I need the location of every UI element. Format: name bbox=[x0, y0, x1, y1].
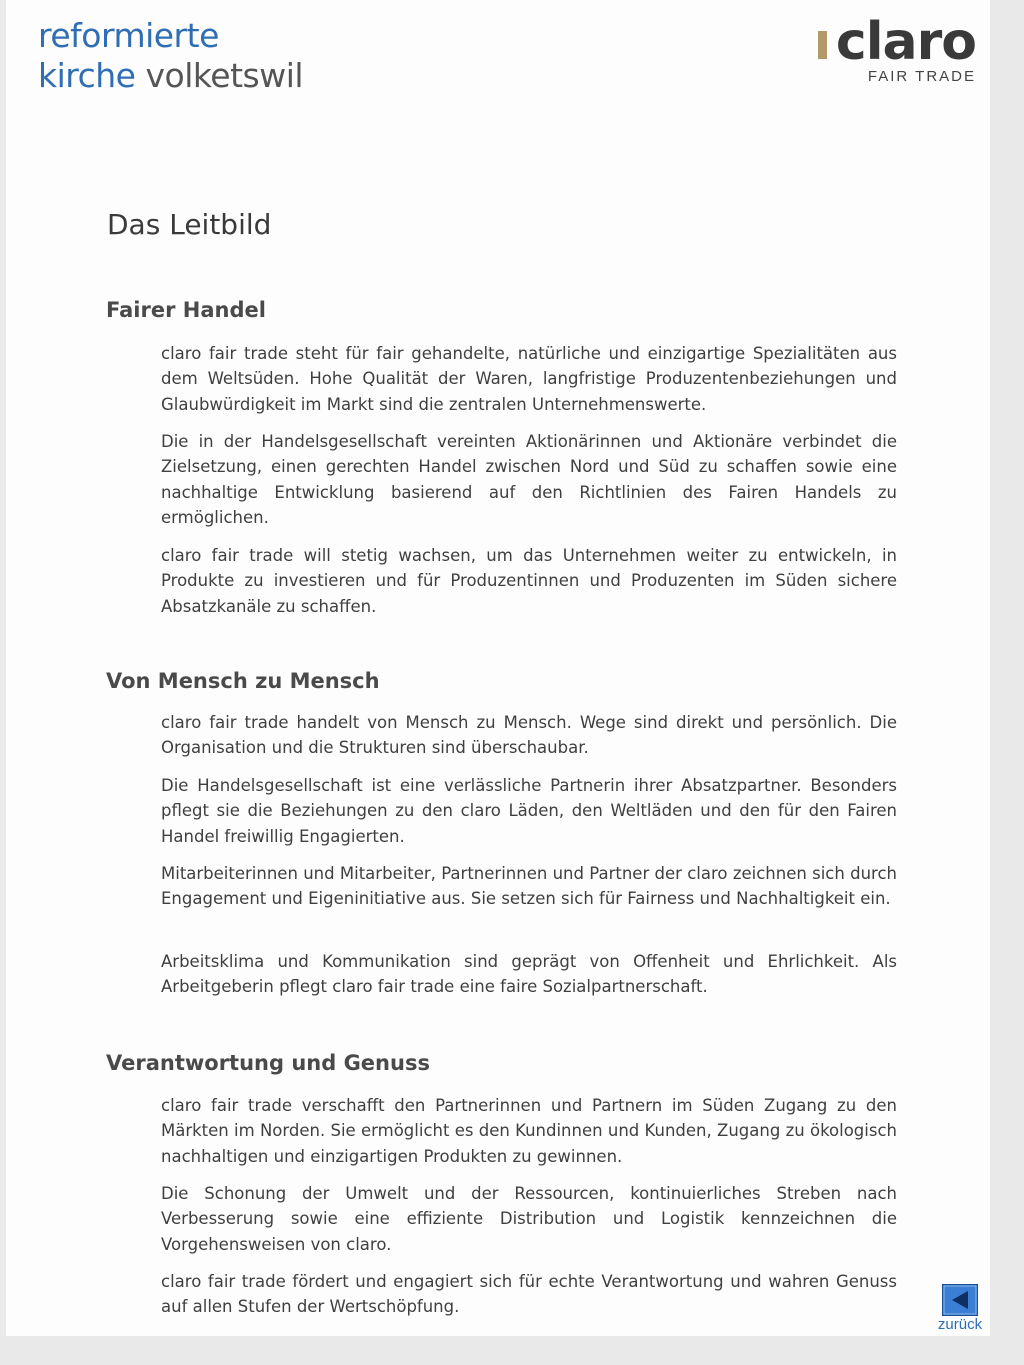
paragraph: Mitarbeiterinnen und Mitarbeiter, Partnerinnen und Partner der claro zeichnen sich durch Engagement und Eigeninitiative aus. Sie setzen sich für Fairness und Nachhaltigkeit ein. bbox=[161, 864, 897, 909]
paragraph: claro fair trade handelt von Mensch zu Mensch. Wege sind direkt und persönlich. Die Organisation und die Strukturen sind überschaubar. bbox=[161, 713, 897, 758]
paragraph: claro fair trade will stetig wachsen, um das Unternehmen weiter zu entwickeln, in Produkte zu investieren und für Produzentinnen und Produzenten im Süden sichere Absatzkanäle zu schaffen. bbox=[161, 546, 897, 616]
section-heading-verantwortung-und-genuss: Verantwortung und Genuss bbox=[106, 1051, 430, 1075]
paragraph: Die Schonung der Umwelt und der Ressourcen, kontinuierliches Streben nach Verbesserung sowie eine effiziente Distribution und Logistik kennzeichnen die Vorgehensweisen von claro. bbox=[161, 1184, 897, 1254]
church-logo bbox=[38, 16, 303, 96]
paragraph: Die in der Handelsgesellschaft vereinten Aktionärinnen und Aktionäre verbindet die Zielsetzung, einen gerechten Handel zwischen Nord und Süd zu schaffen sowie eine nachhaltige Entwicklung basierend auf den Richtlinien des Fairen Handels zu ermöglichen. bbox=[161, 432, 897, 528]
page-title: Das Leitbild bbox=[107, 208, 272, 241]
section-heading-von-mensch-zu-mensch: Von Mensch zu Mensch bbox=[106, 669, 380, 693]
claro-logo-tagline: FAIR TRADE bbox=[867, 68, 976, 85]
paragraph: claro fair trade fördert und engagiert sich für echte Verantwortung und wahren Genuss auf allen Stufen der Wertschöpfung. bbox=[161, 1272, 897, 1317]
church-logo-line1: reformierte bbox=[38, 16, 219, 55]
back-button[interactable] bbox=[932, 1284, 988, 1333]
claro-logo-bar bbox=[818, 31, 827, 59]
back-button-label[interactable]: zurück bbox=[937, 1316, 983, 1333]
church-logo-kirche: kirche bbox=[38, 56, 136, 95]
paragraph: claro fair trade verschafft den Partnerinnen und Partnern im Süden Zugang zu den Märkten im Norden. Sie ermöglicht es den Kundinnen und Kunden, Zugang zu ökologisch nachhaltigen und einzigartigen Produkten zu gewinnen. bbox=[161, 1096, 897, 1166]
section-heading-fairer-handel: Fairer Handel bbox=[106, 298, 266, 322]
paragraph: Arbeitsklima und Kommunikation sind geprägt von Offenheit und Ehrlichkeit. Als Arbeitgeberin pflegt claro fair trade eine faire Sozialpartnerschaft. bbox=[161, 952, 897, 997]
claro-logo-word: claro bbox=[835, 12, 976, 72]
paragraph: Die Handelsgesellschaft ist eine verlässliche Partnerin ihrer Absatzpartner. Besonders pflegt sie die Beziehungen zu den claro Läden, den Weltläden und den für den Fairen Handel freiwillig Engagierten. bbox=[161, 776, 897, 846]
paragraph: claro fair trade steht für fair gehandelte, natürliche und einzigartige Spezialitäten aus dem Weltsüden. Hohe Qualität der Waren, langfristige Produzentenbeziehungen und Glaubwürdigkeit im Markt sind die zentralen Unternehmenswerte. bbox=[161, 344, 897, 414]
claro-logo bbox=[818, 14, 976, 85]
back-arrow-icon[interactable] bbox=[942, 1284, 978, 1316]
church-logo-place: volketswil bbox=[145, 56, 304, 95]
